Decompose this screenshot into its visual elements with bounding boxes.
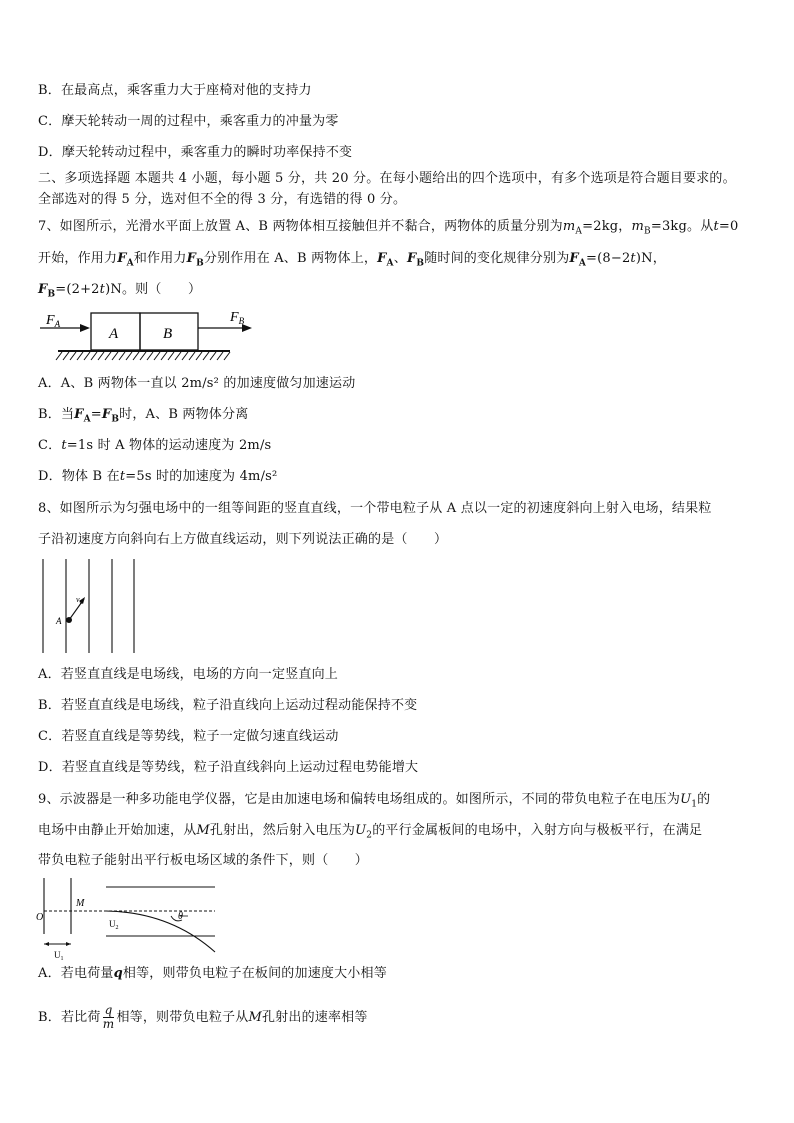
q7-stem-line1: 7、如图所示，光滑水平面上放置 A、B 两物体相互接触但并不黏合，两物体的质量分别为$m_A=2kg$，$m_B=3kg$。从t=0 xyxy=(38,219,739,237)
q9-stem-line1: 9、示波器是一种多功能电学仪器，它是由加速电场和偏转电场组成的。如图所示，不同的带负电粒子在电压为$U_1$的 xyxy=(38,792,711,810)
q9-stem-line2: 电场中由静止开始加速，从M孔射出，然后射入电压为$U_2$的平行金属板间的电场中，入射方向与极板平行，在满足 xyxy=(38,823,703,841)
q7-option-b: B．当$F_A=F_B$时，A、B 两物体分离 xyxy=(38,407,249,425)
q7-stem-line2: 开始，作用力$F_A$和作用力$F_B$分别作用在 A、B 两物体上，$F_A$、$F_B$随时间的变化规律分别为$F_A=(8-2t)N$， xyxy=(38,251,666,269)
q9-option-b: B．若比荷 $\frac{q}{m}$ 相等，则带负电粒子从M孔射出的速率相等 xyxy=(38,1003,368,1031)
q7-stem-line3: $F_B=(2+2t)N$。则（ ） xyxy=(38,282,202,300)
ground-hatching xyxy=(56,352,230,360)
q6-option-c: C．摩天轮转动一周的过程中，乘客重力的冲量为零 xyxy=(38,114,339,129)
q7-option-c: C．t=1s 时 A 物体的运动速度为 2m/s xyxy=(38,438,272,453)
q9-option-a: A．若电荷量q相等，则带负电粒子在板间的加速度大小相等 xyxy=(38,966,387,981)
velocity-label: $v_0$ xyxy=(76,595,83,606)
q7-figure xyxy=(36,304,245,366)
trajectory xyxy=(106,911,215,952)
q8-stem-line1: 8、如图所示为匀强电场中的一组等间距的竖直直线，一个带电粒子从 A 点以一定的初速度斜向上射入电场，结果粒 xyxy=(38,501,712,516)
q6-option-d: D．摩天轮转动过程中，乘客重力的瞬时功率保持不变 xyxy=(38,145,353,160)
section-heading: 二、多项选择题 本题共 4 小题，每小题 5 分，共 20 分。在每小题给出的四个选项中，有多个选项是符合题目要求的。 xyxy=(38,171,736,186)
hole-m-label: M xyxy=(76,898,85,909)
q7-option-d: D．物体 B 在t=5s 时的加速度为 4m/s² xyxy=(38,469,278,484)
u1-label: $U_1$ xyxy=(54,950,64,962)
point-a-label: A xyxy=(56,616,62,626)
vertical-lines xyxy=(43,559,134,653)
force-b-label: $F_B$ xyxy=(230,310,245,326)
block-a-label: A xyxy=(109,326,119,342)
q7-option-a: A．A、B 两物体一直以 2m/s² 的加速度做匀加速运动 xyxy=(38,376,356,391)
q8-option-b: B．若竖直直线是电场线，粒子沿直线向上运动过程动能保持不变 xyxy=(38,698,418,713)
angle-label: θ xyxy=(178,911,183,922)
q8-option-d: D．若竖直直线是等势线，粒子沿直线斜向上运动过程电势能增大 xyxy=(38,760,419,775)
u2-label: $U_2$ xyxy=(109,919,119,931)
q8-figure xyxy=(36,555,146,657)
point-a xyxy=(66,617,72,623)
q8-option-a: A．若竖直直线是电场线，电场的方向一定竖直向上 xyxy=(38,667,338,682)
origin-label: O xyxy=(36,912,44,923)
q6-option-b: B．在最高点，乘客重力大于座椅对他的支持力 xyxy=(38,83,312,98)
q9-figure xyxy=(30,876,230,962)
q8-option-c: C．若竖直直线是等势线，粒子一定做匀速直线运动 xyxy=(38,729,339,744)
q8-stem-line2: 子沿初速度方向斜向右上方做直线运动，则下列说法正确的是（ ） xyxy=(38,532,448,547)
section-scoring: 全部选对的得 5 分，选对但不全的得 3 分，有选错的得 0 分。 xyxy=(38,192,407,207)
fraction-q-over-m: $\frac{q}{m}$ xyxy=(102,1003,115,1031)
force-a-label: $F_A$ xyxy=(46,313,61,329)
block-b-label: B xyxy=(163,326,173,342)
q9-stem-line3: 带负电粒子能射出平行板电场区域的条件下，则（ ） xyxy=(38,853,369,868)
